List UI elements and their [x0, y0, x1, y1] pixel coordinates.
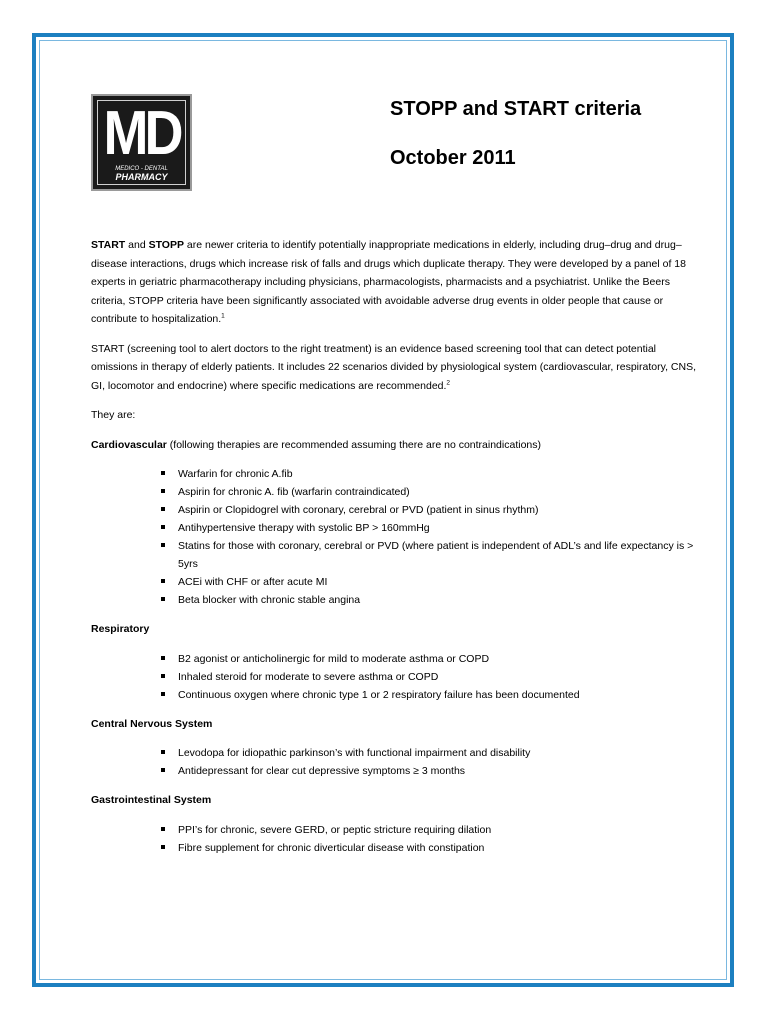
list-item: Statins for those with coronary, cerebral or PVD (where patient is independent of ADL’s and life expectancy is > 5yrs [161, 537, 701, 573]
document-title: STOPP and START criteria [390, 98, 642, 120]
start-text: START (screening tool to alert doctors to the right treatment) is an evidence based screening tool that can detect potential omissions in therapy of elderly patients. It includes 22 scenarios divided by physiological system (cardiovascular, respiratory, CNS, GI, locomotor and endocrine) where specific medications are recommended. [91, 342, 696, 392]
list-item: B2 agonist or anticholinergic for mild to moderate asthma or COPD [161, 650, 701, 668]
they-are-text: They are: [91, 409, 136, 421]
list-item: Antidepressant for clear cut depressive symptoms ≥ 3 months [161, 762, 701, 780]
footnote-ref: 1 [221, 312, 225, 320]
md-pharmacy-logo [91, 94, 192, 191]
cns-list [91, 744, 701, 780]
list-item: Warfarin for chronic A.fib [161, 465, 701, 483]
list-item: Aspirin or Clopidogrel with coronary, cerebral or PVD (patient in sinus rhythm) [161, 501, 701, 519]
section-respiratory-heading: Respiratory [91, 623, 150, 635]
respiratory-list [91, 650, 701, 704]
section-cns-heading: Central Nervous System [91, 717, 213, 730]
start-paragraph [91, 340, 701, 396]
gi-list [91, 821, 701, 857]
document-body [91, 236, 701, 868]
cardiovascular-list [91, 465, 701, 609]
list-item: Inhaled steroid for moderate to severe asthma or COPD [161, 668, 701, 686]
section-gi-heading: Gastrointestinal System [91, 794, 212, 806]
footnote-ref: 2 [446, 379, 451, 386]
list-item: ACEi with CHF or after acute MI [161, 573, 701, 591]
list-item: Levodopa for idiopathic parkinson’s with functional impairment and disability [161, 744, 701, 762]
intro-text: are newer criteria to identify potentially inappropriate medications in elderly, including drug–drug and drug–disease interactions, drugs which increase risk of falls and drugs which duplicate therapy. They were developed by a panel of 18 experts in geriatric pharmacotherapy including physicians, pharmacologists, pharmacists and a psychiatrist. Unlike the Beers criteria, STOPP criteria have been significantly associated with avoidable adverse drug events in older people that cause or contribute to hospitalization. [91, 239, 686, 325]
logo-name: PHARMACY [115, 172, 168, 182]
logo-mark: MD [103, 98, 180, 168]
intro-paragraph: START and STOPP are newer criteria to identify potentially inappropriate medications in elderly, including drug–drug and drug–disease interactions, drugs which increase risk of falls and drugs which duplicate therapy. They were developed by a panel of 18 experts in geriatric pharmacotherapy including physicians, pharmacologists, pharmacists and a psychiatrist. Unlike the Beers criteria, STOPP criteria have been significantly associated with avoidable adverse drug events in older people that cause or contribute to hospitalization.$^1$ [91, 239, 686, 325]
logo-subtitle: MEDICO - DENTAL [115, 166, 168, 172]
stopp-term: STOPP [148, 239, 184, 251]
list-item: Aspirin for chronic A. fib (warfarin contraindicated) [161, 483, 701, 501]
list-item: Fibre supplement for chronic diverticular disease with constipation [161, 839, 701, 857]
section-cardiovascular-heading: Cardiovascular (following therapies are recommended assuming there are no contraindications) [91, 438, 541, 451]
list-item: Continuous oxygen where chronic type 1 or 2 respiratory failure has been documented [161, 686, 701, 704]
list-item: PPI’s for chronic, severe GERD, or peptic stricture requiring dilation [161, 821, 701, 839]
start-term: START [91, 239, 126, 251]
document-date: October 2011 [390, 147, 516, 169]
list-item: Beta blocker with chronic stable angina [161, 591, 701, 609]
list-item: Antihypertensive therapy with systolic BP > 160mmHg [161, 519, 701, 537]
